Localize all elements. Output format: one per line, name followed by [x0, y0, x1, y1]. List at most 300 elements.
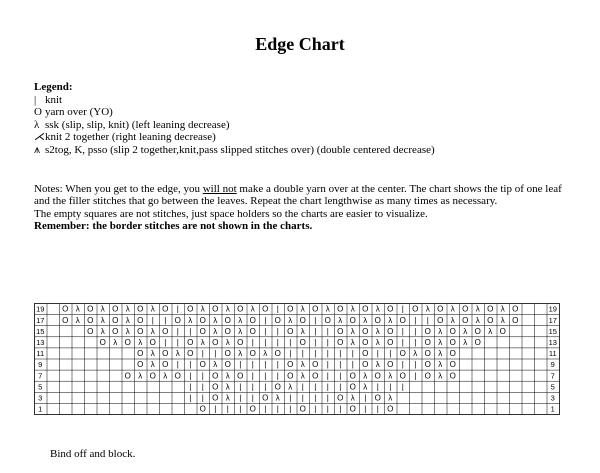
- stitch-symbol: λ: [225, 304, 230, 314]
- stitch-symbol: λ: [238, 315, 243, 325]
- stitch-symbol: λ: [450, 315, 455, 325]
- stitch-symbol: λ: [213, 326, 218, 336]
- stitch-symbol: |: [414, 360, 417, 370]
- stitch-symbol: |: [326, 371, 329, 381]
- stitch-symbol: λ: [138, 371, 143, 381]
- stitch-symbol: O: [124, 337, 131, 347]
- stitch-symbol: O: [112, 315, 119, 325]
- stitch-symbol: O: [224, 360, 231, 370]
- stitch-symbol: λ: [300, 304, 305, 314]
- stitch-symbol: O: [462, 315, 469, 325]
- stitch-symbol: |: [376, 382, 379, 392]
- stitch-symbol: |: [326, 393, 329, 403]
- stitch-symbol: O: [312, 360, 319, 370]
- stitch-symbol: O: [162, 349, 169, 359]
- stitch-symbol: |: [414, 371, 417, 381]
- stitch-symbol: |: [176, 360, 179, 370]
- stitch-symbol: |: [264, 326, 267, 336]
- stitch-symbol: |: [339, 404, 342, 414]
- stitch-symbol: O: [399, 371, 406, 381]
- stitch-symbol: |: [189, 326, 192, 336]
- stitch-symbol: O: [237, 304, 244, 314]
- stitch-symbol: |: [339, 360, 342, 370]
- stitch-symbol: O: [337, 326, 344, 336]
- stitch-symbol: O: [112, 304, 119, 314]
- stitch-symbol: |: [326, 404, 329, 414]
- stitch-symbol: λ: [375, 337, 380, 347]
- stitch-symbol: O: [374, 393, 381, 403]
- stitch-symbol: O: [62, 315, 69, 325]
- stitch-symbol: |: [314, 315, 317, 325]
- stitch-symbol: O: [449, 360, 456, 370]
- stitch-symbol: λ: [200, 304, 205, 314]
- stitch-symbol: O: [224, 315, 231, 325]
- stitch-symbol: |: [314, 349, 317, 359]
- stitch-symbol: O: [274, 349, 281, 359]
- stitch-symbol: |: [176, 304, 179, 314]
- stitch-symbol: λ: [463, 337, 468, 347]
- stitch-symbol: O: [199, 404, 206, 414]
- stitch-symbol: O: [162, 304, 169, 314]
- row-number-right: 15: [548, 326, 557, 336]
- stitch-symbol: λ: [388, 315, 393, 325]
- stitch-symbol: λ: [438, 326, 443, 336]
- stitch-symbol: O: [312, 371, 319, 381]
- stitch-symbol: λ: [388, 371, 393, 381]
- stitch-symbol: |: [189, 360, 192, 370]
- stitch-symbol: λ: [125, 304, 130, 314]
- stitch-symbol: O: [449, 337, 456, 347]
- stitch-symbol: λ: [125, 315, 130, 325]
- notes-text: make a double yarn over at the center. The chart shows the tip of one leaf and the filler stitches that go between the leaves. Repeat the chart lengthwise as many times as necessary.: [34, 183, 562, 208]
- stitch-symbol: |: [276, 326, 279, 336]
- stitch-symbol: |: [264, 382, 267, 392]
- stitch-symbol: O: [437, 315, 444, 325]
- stitch-symbol: O: [324, 315, 331, 325]
- stitch-symbol: |: [226, 404, 229, 414]
- stitch-symbol: |: [164, 337, 167, 347]
- stitch-symbol: |: [401, 304, 404, 314]
- stitch-symbol: λ: [138, 337, 143, 347]
- stitch-symbol: O: [287, 304, 294, 314]
- knitting-chart: [34, 303, 566, 415]
- row-number-right: 3: [550, 393, 555, 403]
- stitch-symbol: O: [474, 326, 481, 336]
- stitch-symbol: |: [414, 326, 417, 336]
- stitch-symbol: |: [414, 337, 417, 347]
- legend-text: knit 2 together (right leaning decrease): [45, 131, 216, 144]
- stitch-symbol: O: [399, 349, 406, 359]
- stitch-symbol: O: [187, 304, 194, 314]
- stitch-symbol: O: [174, 371, 181, 381]
- stitch-symbol: O: [374, 371, 381, 381]
- stitch-symbol: |: [314, 337, 317, 347]
- stitch-symbol: λ: [75, 304, 80, 314]
- legend-text: knit: [45, 93, 63, 106]
- row-number-right: 5: [550, 382, 555, 392]
- stitch-symbol: |: [201, 349, 204, 359]
- stitch-symbol: O: [424, 360, 431, 370]
- stitch-symbol: O: [349, 404, 356, 414]
- stitch-symbol: λ: [463, 326, 468, 336]
- stitch-symbol: O: [287, 360, 294, 370]
- stitch-symbol: λ: [325, 304, 330, 314]
- stitch-symbol: |: [326, 382, 329, 392]
- stitch-symbol: λ: [350, 304, 355, 314]
- stitch-symbol: O: [512, 304, 519, 314]
- stitch-symbol: λ: [300, 371, 305, 381]
- stitch-symbol: O: [387, 404, 394, 414]
- stitch-symbol: O: [449, 349, 456, 359]
- stitch-symbol: O: [449, 326, 456, 336]
- stitch-symbol: |: [351, 349, 354, 359]
- stitch-symbol: λ: [350, 393, 355, 403]
- row-number-right: 7: [550, 371, 555, 381]
- stitch-symbol: |: [239, 382, 242, 392]
- stitch-symbol: O: [199, 326, 206, 336]
- stitch-symbol: O: [437, 304, 444, 314]
- stitch-symbol: λ: [225, 382, 230, 392]
- stitch-symbol: |: [276, 360, 279, 370]
- stitch-symbol: |: [401, 360, 404, 370]
- stitch-symbol: O: [299, 315, 306, 325]
- stitch-symbol: O: [187, 337, 194, 347]
- notes-paragraph: [34, 183, 574, 208]
- stitch-symbol: λ: [450, 304, 455, 314]
- stitch-symbol: λ: [125, 326, 130, 336]
- stitch-symbol: |: [339, 382, 342, 392]
- stitch-symbol: |: [289, 393, 292, 403]
- stitch-symbol: |: [239, 404, 242, 414]
- stitch-symbol: λ: [500, 304, 505, 314]
- stitch-symbol: |: [176, 326, 179, 336]
- row-number-right: 17: [548, 315, 557, 325]
- s2kp-symbol: ⩚: [34, 143, 41, 156]
- stitch-symbol: |: [314, 404, 317, 414]
- stitch-symbol: O: [362, 349, 369, 359]
- stitch-symbol: O: [262, 393, 269, 403]
- stitch-symbol: O: [237, 337, 244, 347]
- stitch-symbol: |: [314, 382, 317, 392]
- stitch-symbol: λ: [475, 304, 480, 314]
- stitch-symbol: O: [212, 393, 219, 403]
- row-number-left: 15: [36, 326, 45, 336]
- stitch-symbol: O: [249, 404, 256, 414]
- stitch-symbol: O: [349, 315, 356, 325]
- stitch-symbol: O: [224, 326, 231, 336]
- notes: [34, 183, 574, 233]
- legend-text: ssk (slip, slip, knit) (left leaning decrease): [45, 118, 230, 131]
- stitch-symbol: O: [387, 326, 394, 336]
- legend-text: s2tog, K, psso (slip 2 together,knit,pass slipped stitches over) (double centered decrease): [45, 143, 435, 156]
- stitch-symbol: O: [137, 304, 144, 314]
- stitch-symbol: |: [339, 349, 342, 359]
- stitch-symbol: O: [149, 337, 156, 347]
- stitch-symbol: |: [264, 360, 267, 370]
- stitch-symbol: |: [326, 360, 329, 370]
- stitch-symbol: |: [276, 371, 279, 381]
- stitch-symbol: λ: [500, 315, 505, 325]
- stitch-symbol: O: [424, 371, 431, 381]
- legend-heading: Legend:: [34, 81, 73, 93]
- stitch-symbol: |: [276, 304, 279, 314]
- stitch-symbol: O: [349, 382, 356, 392]
- stitch-symbol: λ: [250, 304, 255, 314]
- stitch-symbol: |: [264, 315, 267, 325]
- stitch-symbol: O: [424, 337, 431, 347]
- stitch-symbol: O: [199, 315, 206, 325]
- stitch-symbol: O: [312, 304, 319, 314]
- stitch-symbol: O: [262, 304, 269, 314]
- stitch-symbol: λ: [375, 326, 380, 336]
- stitch-symbol: |: [189, 382, 192, 392]
- stitch-symbol: O: [424, 326, 431, 336]
- row-number-left: 5: [38, 382, 43, 392]
- legend-text: yarn over (YO): [45, 106, 113, 119]
- stitch-symbol: |: [389, 382, 392, 392]
- stitch-symbol: O: [249, 326, 256, 336]
- stitch-symbol: O: [137, 315, 144, 325]
- stitch-symbol: O: [187, 349, 194, 359]
- legend-item-ssk: [34, 119, 435, 132]
- stitch-symbol: O: [287, 371, 294, 381]
- legend-item-k2tog: [34, 131, 435, 144]
- stitch-symbol: O: [87, 304, 94, 314]
- row-number-left: 7: [38, 371, 43, 381]
- stitch-symbol: λ: [350, 326, 355, 336]
- stitch-symbol: O: [112, 326, 119, 336]
- stitch-symbol: λ: [288, 315, 293, 325]
- stitch-symbol: |: [214, 349, 217, 359]
- stitch-symbol: O: [287, 326, 294, 336]
- stitch-symbol: λ: [438, 349, 443, 359]
- row-number-left: 1: [38, 404, 43, 414]
- stitch-symbol: |: [376, 349, 379, 359]
- stitch-symbol: |: [401, 326, 404, 336]
- stitch-symbol: λ: [238, 349, 243, 359]
- stitch-symbol: λ: [100, 326, 105, 336]
- stitch-symbol: λ: [363, 371, 368, 381]
- legend-item-yo: [34, 106, 435, 119]
- stitch-symbol: |: [401, 382, 404, 392]
- knit-symbol: |: [34, 93, 37, 106]
- stitch-symbol: O: [362, 337, 369, 347]
- stitch-symbol: λ: [363, 315, 368, 325]
- stitch-symbol: O: [162, 326, 169, 336]
- stitch-symbol: |: [239, 393, 242, 403]
- stitch-symbol: λ: [150, 349, 155, 359]
- stitch-symbol: O: [237, 371, 244, 381]
- stitch-symbol: O: [387, 337, 394, 347]
- stitch-symbol: λ: [363, 382, 368, 392]
- stitch-symbol: λ: [438, 371, 443, 381]
- stitch-symbol: λ: [225, 337, 230, 347]
- row-number-left: 3: [38, 393, 43, 403]
- stitch-symbol: |: [176, 337, 179, 347]
- stitch-symbol: O: [299, 404, 306, 414]
- stitch-symbol: |: [389, 349, 392, 359]
- stitch-symbol: |: [289, 337, 292, 347]
- stitch-symbol: |: [364, 393, 367, 403]
- stitch-symbol: O: [249, 315, 256, 325]
- row-number-right: 19: [548, 304, 557, 314]
- stitch-symbol: |: [326, 326, 329, 336]
- row-number-right: 9: [550, 360, 555, 370]
- stitch-symbol: |: [376, 404, 379, 414]
- stitch-symbol: O: [362, 360, 369, 370]
- stitch-symbol: λ: [200, 337, 205, 347]
- stitch-symbol: |: [251, 393, 254, 403]
- stitch-symbol: O: [199, 360, 206, 370]
- stitch-symbol: λ: [100, 315, 105, 325]
- stitch-symbol: |: [251, 382, 254, 392]
- stitch-symbol: |: [264, 371, 267, 381]
- stitch-symbol: O: [474, 337, 481, 347]
- stitch-symbol: O: [124, 371, 131, 381]
- legend-item-s2kp: [34, 144, 435, 157]
- stitch-symbol: O: [337, 304, 344, 314]
- legend: [34, 81, 435, 157]
- stitch-symbol: λ: [175, 349, 180, 359]
- yarn-over-symbol: O: [34, 106, 42, 119]
- row-number-left: 11: [36, 349, 45, 359]
- stitch-symbol: O: [412, 304, 419, 314]
- k2tog-symbol: ⋌: [34, 131, 45, 144]
- stitch-symbol: λ: [375, 360, 380, 370]
- stitch-symbol: |: [151, 315, 154, 325]
- stitch-symbol: O: [362, 304, 369, 314]
- stitch-symbol: O: [387, 360, 394, 370]
- stitch-symbol: O: [137, 326, 144, 336]
- stitch-symbol: O: [487, 315, 494, 325]
- stitch-symbol: O: [374, 315, 381, 325]
- stitch-symbol: λ: [388, 393, 393, 403]
- stitch-symbol: |: [276, 404, 279, 414]
- stitch-symbol: λ: [225, 393, 230, 403]
- stitch-symbol: |: [201, 393, 204, 403]
- stitch-symbol: O: [337, 393, 344, 403]
- row-number-left: 19: [36, 304, 45, 314]
- stitch-symbol: O: [137, 360, 144, 370]
- stitch-symbol: O: [274, 315, 281, 325]
- stitch-symbol: λ: [150, 304, 155, 314]
- stitch-symbol: O: [249, 349, 256, 359]
- row-number-left: 13: [36, 337, 45, 347]
- stitch-symbol: |: [339, 371, 342, 381]
- stitch-symbol: λ: [225, 371, 230, 381]
- stitch-symbol: |: [239, 360, 242, 370]
- row-number-left: 17: [36, 315, 45, 325]
- stitch-symbol: O: [137, 349, 144, 359]
- stitch-symbol: λ: [213, 360, 218, 370]
- stitch-symbol: O: [212, 337, 219, 347]
- stitch-symbol: λ: [438, 337, 443, 347]
- stitch-symbol: |: [326, 349, 329, 359]
- stitch-symbol: O: [299, 337, 306, 347]
- stitch-symbol: |: [301, 382, 304, 392]
- row-number-right: 11: [548, 349, 557, 359]
- stitch-symbol: |: [351, 360, 354, 370]
- stitch-symbol: λ: [300, 326, 305, 336]
- stitch-symbol: O: [99, 337, 106, 347]
- stitch-symbol: λ: [188, 315, 193, 325]
- stitch-symbol: |: [414, 315, 417, 325]
- notes-remember: Remember: the border stitches are not shown in the charts.: [34, 220, 313, 233]
- stitch-symbol: O: [87, 315, 94, 325]
- stitch-symbol: |: [314, 393, 317, 403]
- stitch-symbol: O: [362, 326, 369, 336]
- stitch-symbol: O: [224, 349, 231, 359]
- stitch-symbol: λ: [150, 360, 155, 370]
- stitch-symbol: O: [162, 360, 169, 370]
- stitch-symbol: O: [174, 315, 181, 325]
- stitch-symbol: λ: [413, 349, 418, 359]
- stitch-symbol: O: [212, 304, 219, 314]
- notes-empty-squares: The empty squares are not stitches, just space holders so the charts are easier to visualize.: [34, 207, 428, 220]
- stitch-symbol: |: [426, 315, 429, 325]
- stitch-symbol: λ: [425, 304, 430, 314]
- ssk-symbol: λ: [34, 118, 40, 131]
- stitch-symbol: |: [276, 337, 279, 347]
- stitch-symbol: λ: [213, 315, 218, 325]
- stitch-symbol: O: [212, 382, 219, 392]
- stitch-symbol: |: [301, 393, 304, 403]
- stitch-symbol: λ: [163, 371, 168, 381]
- stitch-symbol: |: [164, 315, 167, 325]
- stitch-symbol: O: [149, 371, 156, 381]
- stitch-symbol: O: [212, 371, 219, 381]
- stitch-symbol: |: [251, 360, 254, 370]
- stitch-symbol: λ: [113, 337, 118, 347]
- stitch-symbol: |: [289, 349, 292, 359]
- notes-emphasis: will not: [202, 183, 237, 195]
- stitch-symbol: λ: [375, 304, 380, 314]
- row-number-right: 13: [548, 337, 557, 347]
- stitch-symbol: |: [251, 337, 254, 347]
- stitch-symbol: |: [264, 337, 267, 347]
- stitch-symbol: |: [264, 404, 267, 414]
- stitch-symbol: |: [189, 393, 192, 403]
- stitch-symbol: O: [337, 337, 344, 347]
- stitch-symbol: |: [214, 404, 217, 414]
- stitch-symbol: λ: [338, 315, 343, 325]
- stitch-symbol: |: [201, 382, 204, 392]
- stitch-symbol: λ: [275, 393, 280, 403]
- stitch-symbol: |: [401, 337, 404, 347]
- page-title: Edge Chart: [255, 34, 345, 54]
- stitch-symbol: O: [424, 349, 431, 359]
- stitch-symbol: |: [326, 337, 329, 347]
- stitch-symbol: O: [512, 315, 519, 325]
- stitch-symbol: |: [314, 326, 317, 336]
- stitch-symbol: O: [62, 304, 69, 314]
- stitch-symbol: O: [399, 315, 406, 325]
- stitch-symbol: |: [201, 371, 204, 381]
- stitch-symbol: λ: [150, 326, 155, 336]
- stitch-symbol: |: [364, 404, 367, 414]
- stitch-symbol: O: [387, 304, 394, 314]
- stitch-symbol: O: [499, 326, 506, 336]
- stitch-symbol: λ: [350, 337, 355, 347]
- stitch-symbol: |: [289, 404, 292, 414]
- stitch-symbol: O: [87, 326, 94, 336]
- legend-item-knit: [34, 94, 435, 107]
- stitch-symbol: λ: [75, 315, 80, 325]
- stitch-symbol: |: [251, 371, 254, 381]
- row-number-right: 1: [550, 404, 555, 414]
- stitch-symbol: O: [487, 304, 494, 314]
- stitch-symbol: |: [301, 349, 304, 359]
